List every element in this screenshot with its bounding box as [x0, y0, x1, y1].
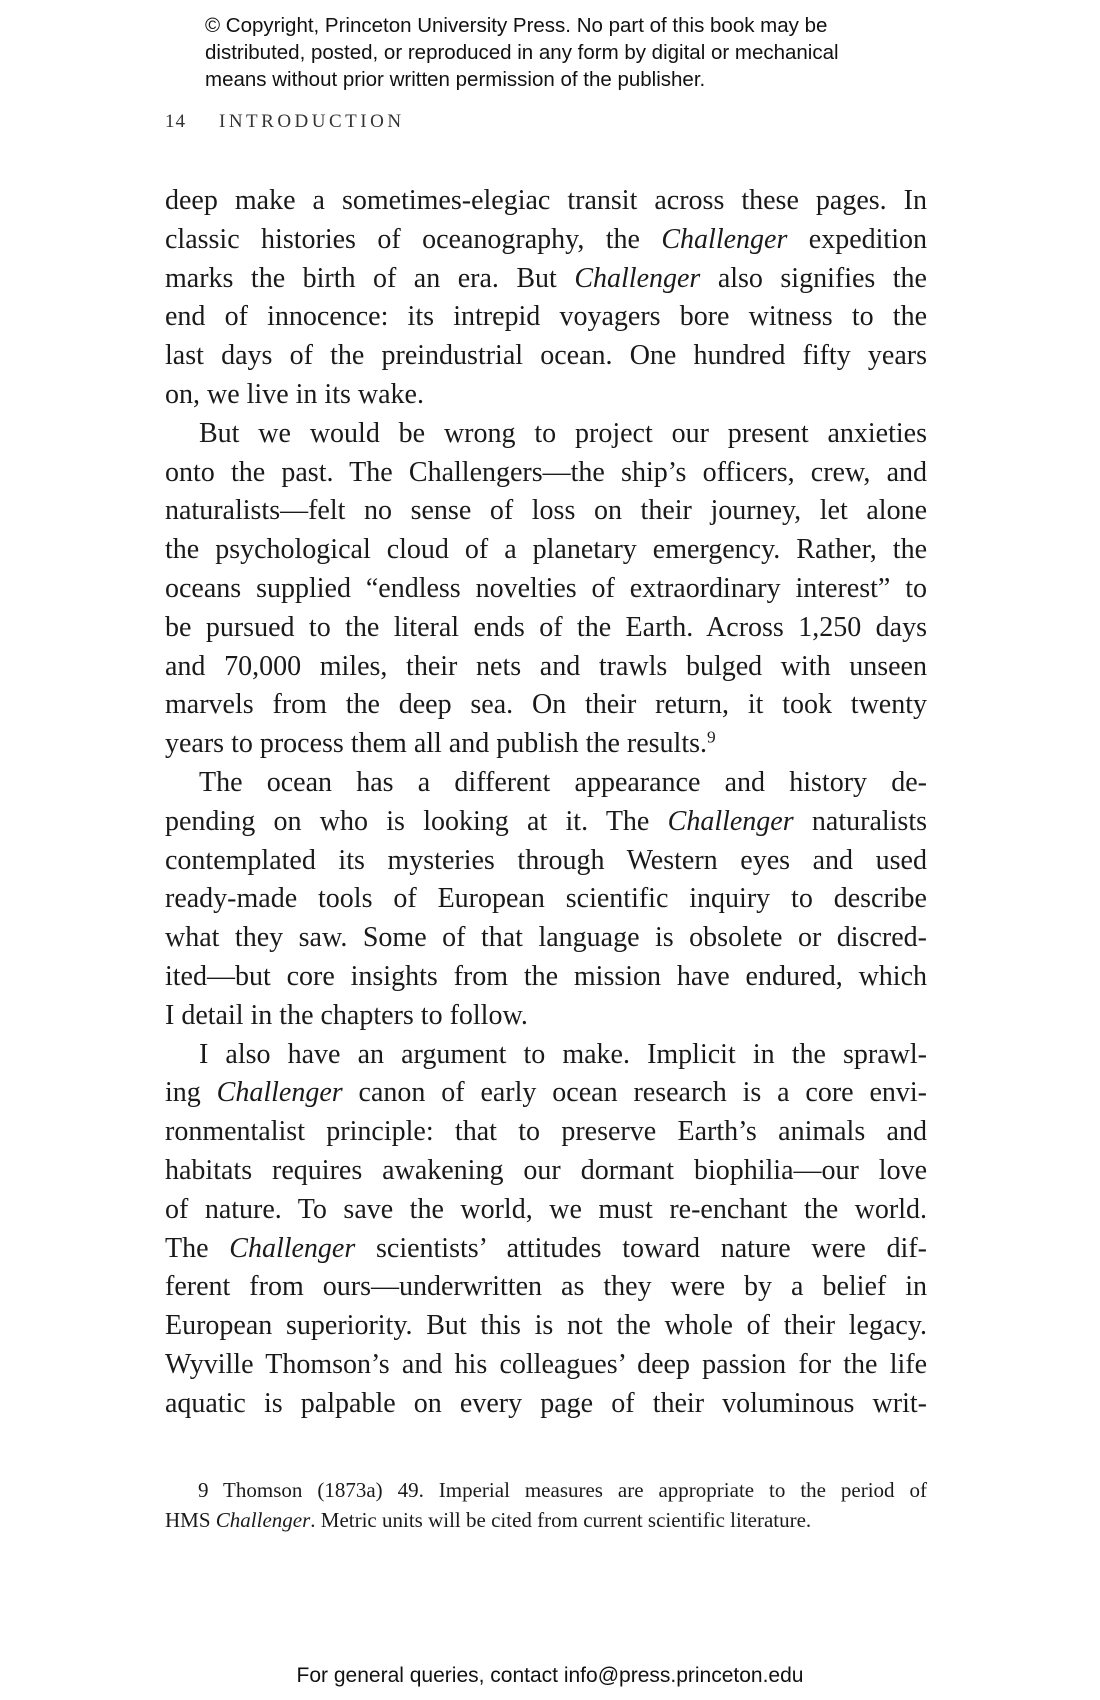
- contact-footer: For general queries, contact info@press.princeton.edu: [296, 1664, 804, 1687]
- body-line: the psychological cloud of a planetary emergency. Rather, the: [165, 534, 927, 566]
- body-line: last days of the preindustrial ocean. One hundred fifty years: [165, 340, 927, 372]
- body-text: [165, 182, 927, 1424]
- body-line: I detail in the chapters to follow.: [165, 999, 528, 1031]
- body-line: I also have an argument to make. Implicit in the sprawl-: [199, 1038, 927, 1070]
- body-line: contemplated its mysteries through Western eyes and used: [165, 844, 927, 876]
- body-line: of nature. To save the world, we must re-enchant the world.: [165, 1193, 927, 1225]
- body-line: The Challenger scientists’ attitudes toward nature were dif-: [165, 1232, 927, 1264]
- body-line: onto the past. The Challengers—the ship’s officers, crew, and: [165, 456, 927, 488]
- body-line: ready-made tools of European scientific inquiry to describe: [165, 883, 927, 915]
- footnote: [165, 1475, 927, 1535]
- copyright-notice: [205, 12, 925, 93]
- body-line: what they saw. Some of that language is obsolete or discred-: [165, 922, 927, 954]
- body-line: aquatic is palpable on every page of their voluminous writ-: [165, 1387, 927, 1419]
- body-line: But we would be wrong to project our present anxieties: [199, 417, 927, 449]
- copyright-line: means without prior written permission of the publisher.: [205, 68, 706, 91]
- body-line: deep make a sometimes-elegiac transit across these pages. In: [165, 185, 927, 216]
- body-line: Wyville Thomson’s and his colleagues’ deep passion for the life: [165, 1348, 927, 1380]
- copyright-line: © Copyright, Princeton University Press. No part of this book may be: [205, 14, 828, 37]
- body-line: end of innocence: its intrepid voyagers bore witness to the: [165, 301, 927, 333]
- copyright-line: distributed, posted, or reproduced in any form by digital or mechanical: [205, 41, 839, 64]
- chapter-title: INTRODUCTION: [219, 111, 405, 132]
- footnote-line: 9 Thomson (1873a) 49. Imperial measures are appropriate to the period of: [198, 1478, 927, 1502]
- body-line: ronmentalist principle: that to preserve Earth’s animals and: [165, 1116, 927, 1148]
- body-line: ferent from ours—underwritten as they were by a belief in: [165, 1271, 927, 1303]
- body-line: pending on who is looking at it. The Challenger naturalists: [165, 805, 928, 837]
- body-line: European superiority. But this is not the whole of their legacy.: [165, 1310, 927, 1342]
- body-line: naturalists—felt no sense of loss on their journey, let alone: [165, 495, 927, 527]
- body-line: marks the birth of an era. But Challenger also signifies the: [165, 262, 927, 294]
- body-line: oceans supplied “endless novelties of extraordinary interest” to: [165, 572, 927, 604]
- body-line: and 70,000 miles, their nets and trawls bulged with unseen: [165, 650, 927, 682]
- body-line: be pursued to the literal ends of the Earth. Across 1,250 days: [165, 611, 927, 643]
- body-line: ited—but core insights from the mission have endured, which: [165, 960, 927, 992]
- body-line: years to process them all and publish the results.$^9$: [165, 727, 716, 760]
- body-line: habitats requires awakening our dormant biophilia—our love: [165, 1154, 927, 1186]
- body-line: classic histories of oceanography, the Challenger expedition: [165, 223, 927, 255]
- footnote-line: HMS Challenger. Metric units will be cited from current scientific literature.: [165, 1508, 812, 1532]
- body-line: marvels from the deep sea. On their return, it took twenty: [165, 689, 927, 721]
- running-head: [165, 111, 405, 133]
- body-line: ing Challenger canon of early ocean research is a core envi-: [165, 1077, 927, 1109]
- body-line: The ocean has a different appearance and history de-: [199, 766, 927, 798]
- body-line: on, we live in its wake.: [165, 378, 424, 410]
- page-number: 14: [165, 111, 186, 132]
